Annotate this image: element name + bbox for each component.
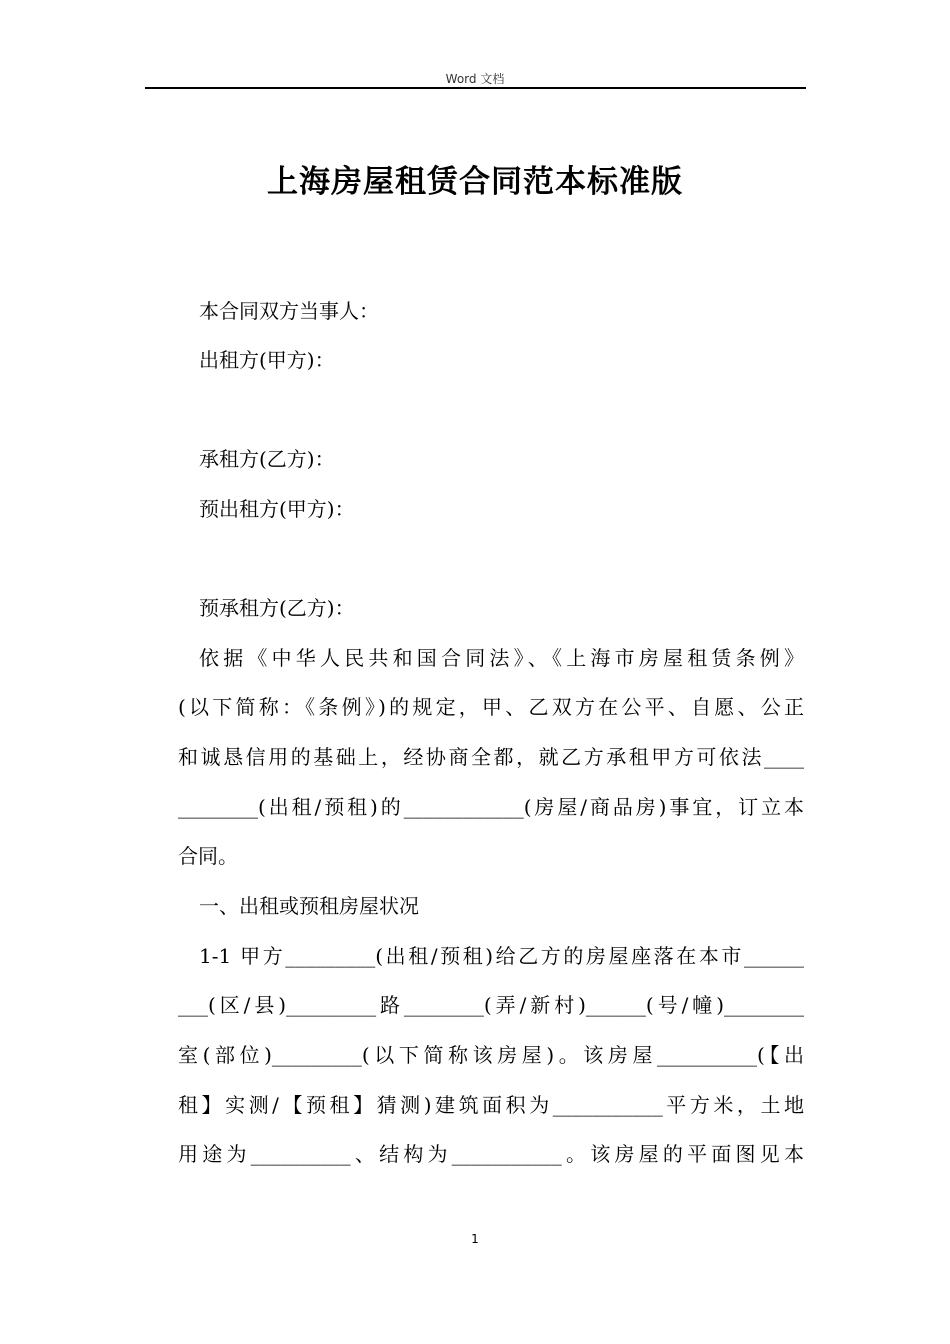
clause-line: 租】实测/【预租】猜测)建筑面积为___________平方米，土地: [178, 1093, 804, 1117]
paragraph-line: 和诚恳信用的基础上，经协商全都，就乙方承租甲方可依法____: [178, 745, 804, 769]
clause-line: 室(部位)_________(以下简称该房屋)。该房屋__________(【出: [178, 1043, 804, 1067]
document-title: 上海房屋租赁合同范本标准版: [267, 164, 683, 200]
header-divider: [145, 87, 806, 89]
section-heading: 一、出租或预租房屋状况: [199, 894, 419, 918]
clause-line: 1-1 甲方_________(出租/预租)给乙方的房屋座落在本市______: [199, 944, 804, 968]
clause-line: ___(区/县)_________路________(弄/新村)______(号/幢)________: [178, 993, 804, 1017]
lessor-label: 出租方(甲方)：: [199, 348, 335, 372]
pre-lessee-label: 预承租方(乙方)：: [199, 596, 355, 620]
paragraph-line: 合同。: [178, 844, 238, 868]
page-header: Word 文档: [445, 72, 505, 86]
paragraph-line: (以下简称：《条例》)的规定，甲、乙双方在公平、自愿、公正: [178, 695, 804, 719]
parties-intro: 本合同双方当事人：: [199, 299, 379, 323]
clause-line: 用途为__________、结构为___________。该房屋的平面图见本: [178, 1142, 804, 1166]
paragraph-line: ________(出租/预租)的____________(房屋/商品房)事宜，订立本: [178, 795, 804, 819]
pre-lessor-label: 预出租方(甲方)：: [199, 497, 355, 521]
paragraph-line: 依据《中华人民共和国合同法》、《上海市房屋租赁条例》: [199, 646, 804, 670]
lessee-label: 承租方(乙方)：: [199, 447, 335, 471]
page-number: 1: [471, 1232, 479, 1246]
